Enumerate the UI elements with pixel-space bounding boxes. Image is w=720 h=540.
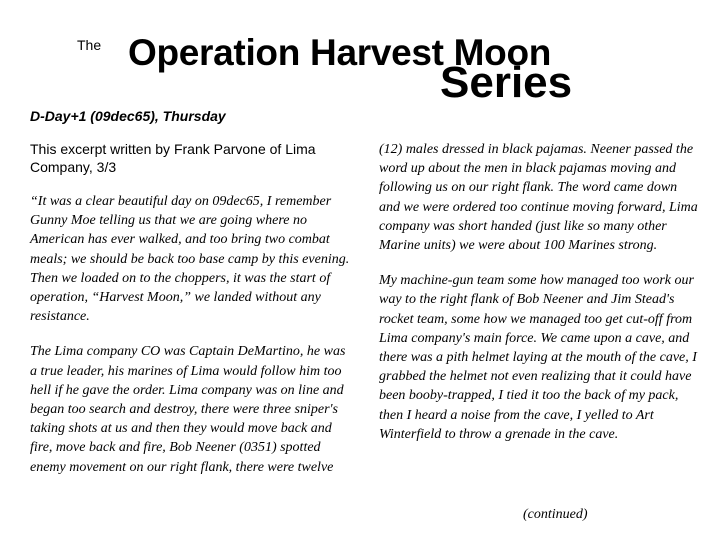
paragraph: My machine-gun team some how managed too work our way to the right flank of Bob Neener and Jim Stead's rocket team, some how we managed too get cut-off from Lima company's main force. We came upon a cave, and there was a pith helmet laying at the mouth of the cave, I grabbed the helmet not even realizing that it could have been booby-trapped, I tied it too the back of my pack, then I heard a noise from the cave, I yelled to Art Winterfield to throw a grenade in the cave.: [379, 273, 697, 442]
left-column: [30, 140, 355, 493]
paragraph: “It was a clear beautiful day on 09dec65, I remember Gunny Moe telling us that we are going where no American has ever walked, and too bring two combat meals; we should be back too base camp by this evening. Then we loaded on to the choppers, it was the start of operation, “Harvest Moon,” we landed without any resistance.: [30, 194, 350, 325]
series-label: Series: [440, 58, 573, 107]
date-subtitle: D-Day+1 (09dec65), Thursday: [30, 108, 226, 124]
page-title: Operation Harvest Moon: [128, 32, 552, 73]
paragraph: The Lima company CO was Captain DeMartino, he was a true leader, his marines of Lima would follow him too hell if he gave the order. Lima company was on line and began too search and destroy, there were three sniper's taking shots at us and then they would move back and fire, move back and fire, Bob Neener (0351) spotted enemy movement on our right flank, there were twelve: [30, 344, 346, 475]
right-column: [379, 140, 701, 460]
continued-note: (continued): [523, 507, 588, 522]
title-prefix: The: [77, 37, 102, 53]
paragraph: (12) males dressed in black pajamas. Neener passed the word up about the men in black pajamas moving and following us on our right flank. The word came down and we were ordered too continue moving forward, Lima company was short handed (just like so many other Marine units) we were about 100 Marines strong.: [379, 142, 698, 254]
excerpt-credit: This excerpt written by Frank Parvone of Lima Company, 3/3: [30, 141, 316, 175]
